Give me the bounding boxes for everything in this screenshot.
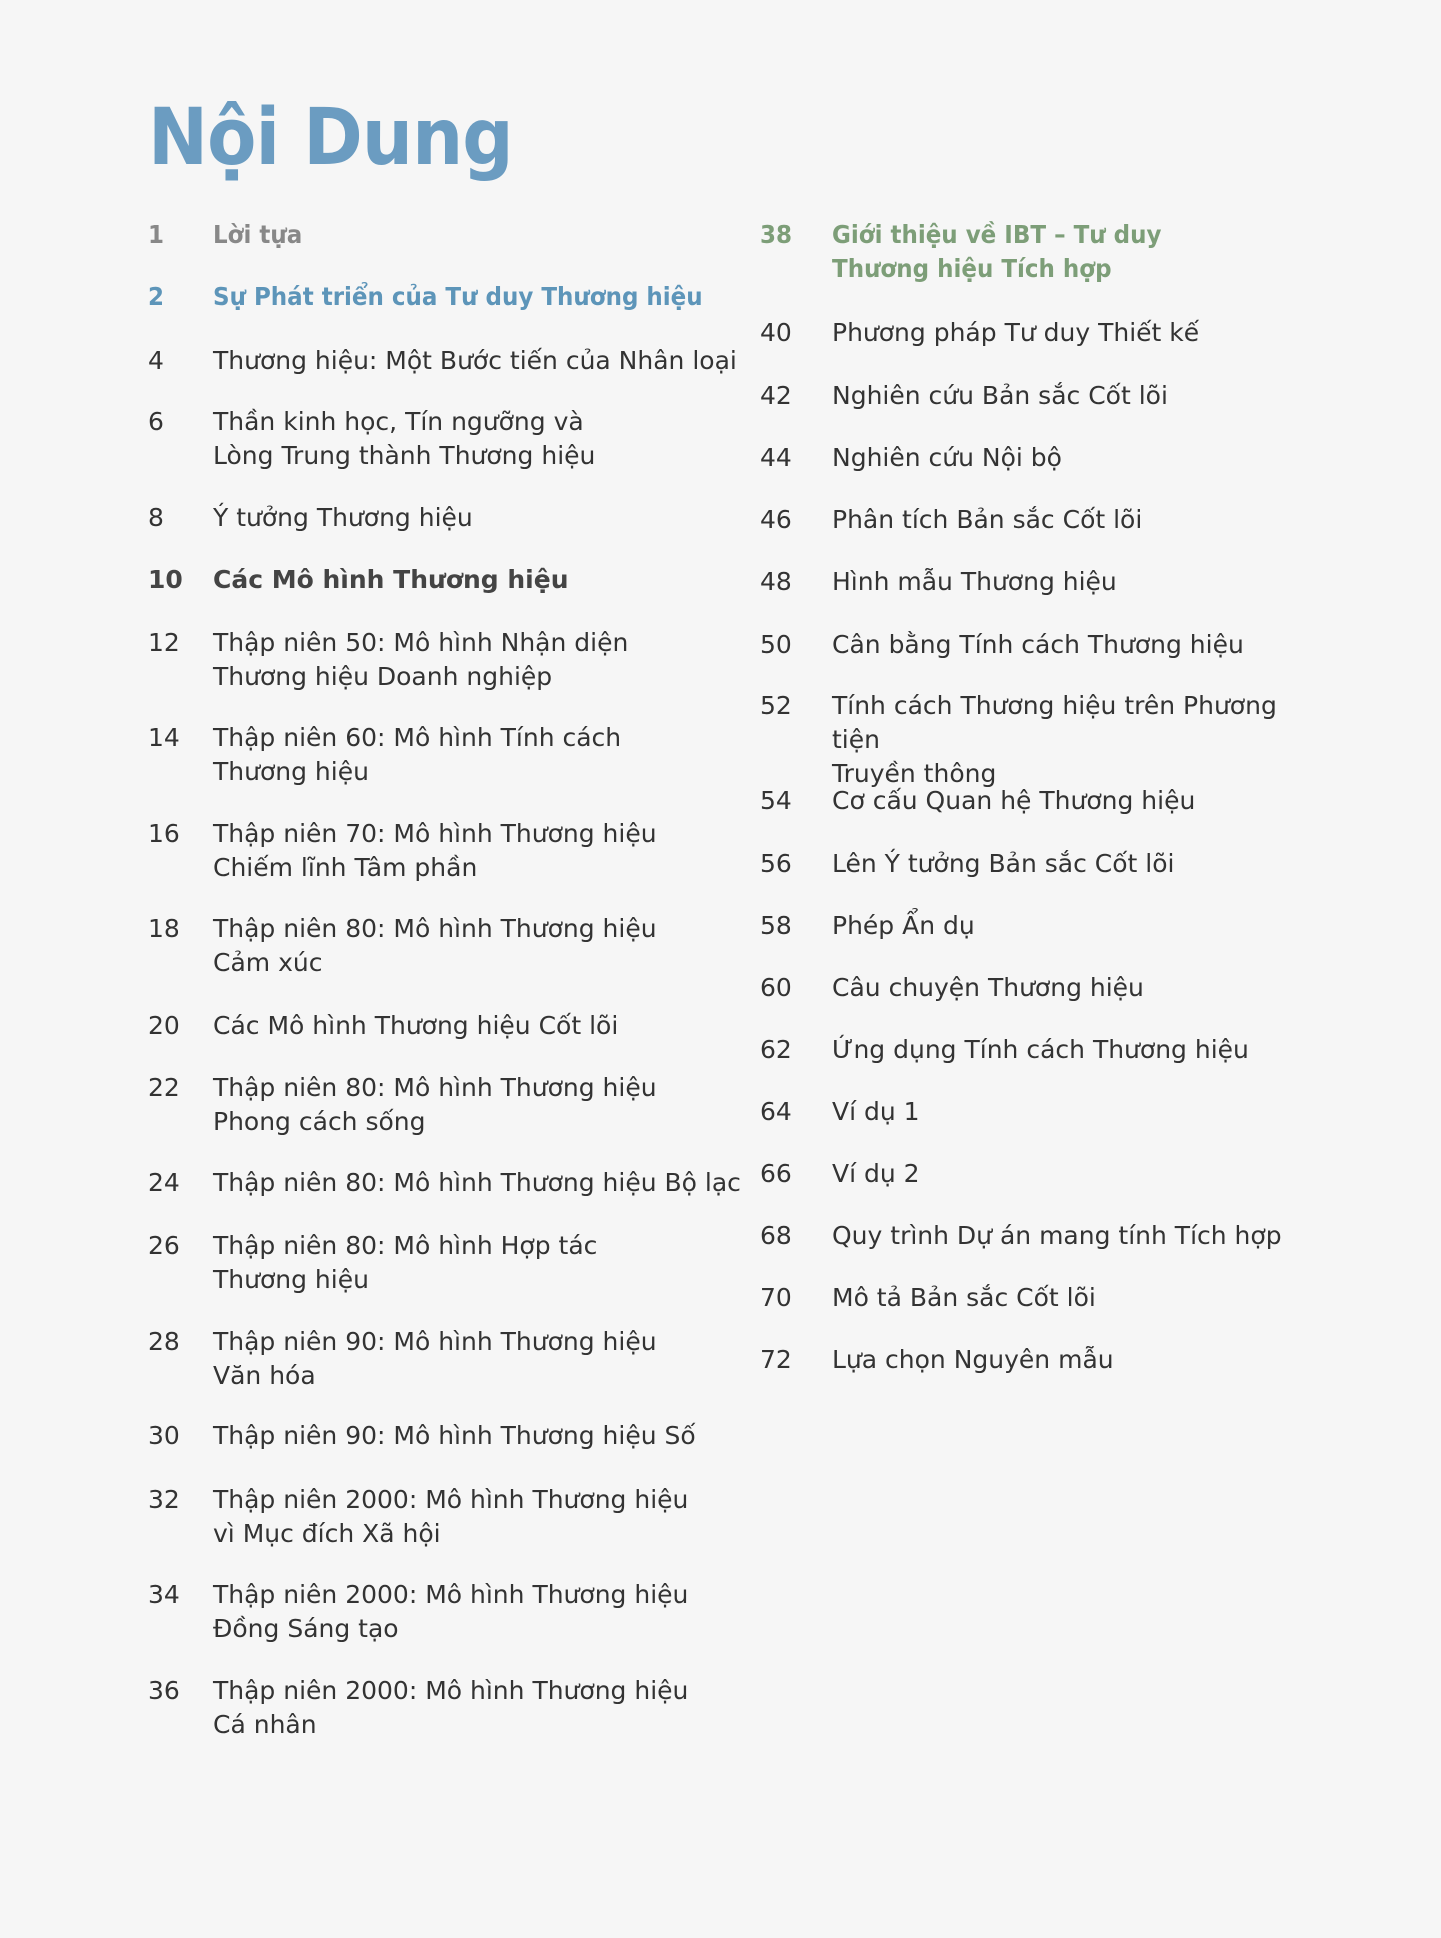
toc-page-number: 60 [760,973,792,1002]
toc-entry-title: Thập niên 50: Mô hình Nhận diện Thương hiệu Doanh nghiệp [213,628,629,691]
toc-page-number: 62 [760,1035,792,1064]
toc-page-number: 10 [148,565,183,594]
toc-entry-title: Hình mẫu Thương hiệu [832,567,1117,596]
toc-entry-title: Thập niên 90: Mô hình Thương hiệu Văn hóa [213,1327,657,1390]
toc-entry-title: Thập niên 80: Mô hình Thương hiệu Cảm xúc [213,914,657,977]
toc-entry-title: Thập niên 60: Mô hình Tính cách Thương hiệu [213,723,622,786]
toc-entry-title: Thập niên 70: Mô hình Thương hiệu Chiếm lĩnh Tâm phần [213,819,657,882]
toc-page-number: 28 [148,1327,180,1356]
toc-page-number: 42 [760,381,792,410]
toc-page-number: 14 [148,723,180,752]
toc-page-number: 52 [760,691,792,720]
toc-page-number: 32 [148,1485,180,1514]
toc-entry-title: Thần kinh học, Tín ngưỡng và Lòng Trung thành Thương hiệu [213,407,596,470]
toc-entry-title: Phép Ẩn dụ [832,911,975,940]
toc-page-number: 72 [760,1345,792,1374]
toc-entry-title: Nghiên cứu Nội bộ [832,443,1062,472]
toc-entry-title: Thập niên 90: Mô hình Thương hiệu Số [213,1421,696,1450]
toc-entry-title: Các Mô hình Thương hiệu Cốt lõi [213,1011,619,1040]
toc-entry-title: Quy trình Dự án mang tính Tích hợp [832,1221,1282,1250]
toc-entry-title: Cơ cấu Quan hệ Thương hiệu [832,786,1196,815]
toc-entry-title: Lời tựa [213,220,303,249]
toc-page-number: 46 [760,505,792,534]
toc-entry-title: Thập niên 80: Mô hình Thương hiệu Phong cách sống [213,1073,657,1136]
toc-page-number: 54 [760,786,792,815]
toc-entry-title: Thập niên 2000: Mô hình Thương hiệu Cá nhân [213,1676,689,1739]
toc-page-number: 64 [760,1097,792,1126]
toc-page-number: 20 [148,1011,180,1040]
toc-page-number: 4 [148,346,164,375]
toc-entry-title: Thập niên 2000: Mô hình Thương hiệu Đồng Sáng tạo [213,1580,689,1643]
toc-page-number: 30 [148,1421,180,1450]
toc-page-number: 8 [148,503,164,532]
toc-entry-title: Thập niên 2000: Mô hình Thương hiệu vì Mục đích Xã hội [213,1485,689,1548]
toc-entry-title: Lựa chọn Nguyên mẫu [832,1345,1114,1374]
toc-entry-title: Ví dụ 1 [832,1097,920,1126]
toc-page-number: 34 [148,1580,180,1609]
page-title: Nội Dung [148,93,513,183]
toc-page-number: 38 [760,220,793,249]
toc-page-number: 66 [760,1159,792,1188]
toc-page-number: 26 [148,1231,180,1260]
toc-page-number: 48 [760,567,792,596]
toc-page-number: 24 [148,1168,180,1197]
toc-entry-title: Thập niên 80: Mô hình Thương hiệu Bộ lạc [213,1168,741,1197]
toc-entry-title: Giới thiệu về IBT – Tư duy Thương hiệu Tích hợp [832,220,1162,283]
toc-page-number: 12 [148,628,180,657]
toc-page-number: 50 [760,630,792,659]
toc-entry-title: Phân tích Bản sắc Cốt lõi [832,505,1143,534]
toc-entry-title: Nghiên cứu Bản sắc Cốt lõi [832,381,1168,410]
toc-page-number: 44 [760,443,792,472]
toc-page-number: 6 [148,407,164,436]
toc-entry-title: Tính cách Thương hiệu trên Phương tiện Truyền thông [832,691,1277,788]
toc-entry-title: Thương hiệu: Một Bước tiến của Nhân loại [213,346,737,375]
toc-entry-title: Cân bằng Tính cách Thương hiệu [832,630,1244,659]
toc-page-number: 56 [760,849,792,878]
toc-entry-title: Câu chuyện Thương hiệu [832,973,1144,1002]
toc-page-number: 70 [760,1283,792,1312]
toc-entry-title: Ý tưởng Thương hiệu [213,503,473,532]
toc-page-number: 22 [148,1073,180,1102]
toc-entry-title: Các Mô hình Thương hiệu [213,565,569,594]
toc-entry-title: Phương pháp Tư duy Thiết kế [832,318,1200,347]
toc-entry-title: Lên Ý tưởng Bản sắc Cốt lõi [832,849,1175,878]
toc-entry-title: Mô tả Bản sắc Cốt lõi [832,1283,1096,1312]
toc-page-number: 18 [148,914,180,943]
toc-page-number: 40 [760,318,792,347]
toc-page-number: 58 [760,911,792,940]
toc-entry-title: Ví dụ 2 [832,1159,920,1188]
toc-entry-title: Sự Phát triển của Tư duy Thương hiệu [213,282,703,311]
toc-page-number: 36 [148,1676,180,1705]
toc-page-number: 1 [148,220,165,249]
toc-page-number: 16 [148,819,180,848]
toc-page-number: 2 [148,282,165,311]
toc-entry-title: Ứng dụng Tính cách Thương hiệu [832,1035,1249,1064]
toc-page-number: 68 [760,1221,792,1250]
toc-entry-title: Thập niên 80: Mô hình Hợp tác Thương hiệu [213,1231,598,1294]
